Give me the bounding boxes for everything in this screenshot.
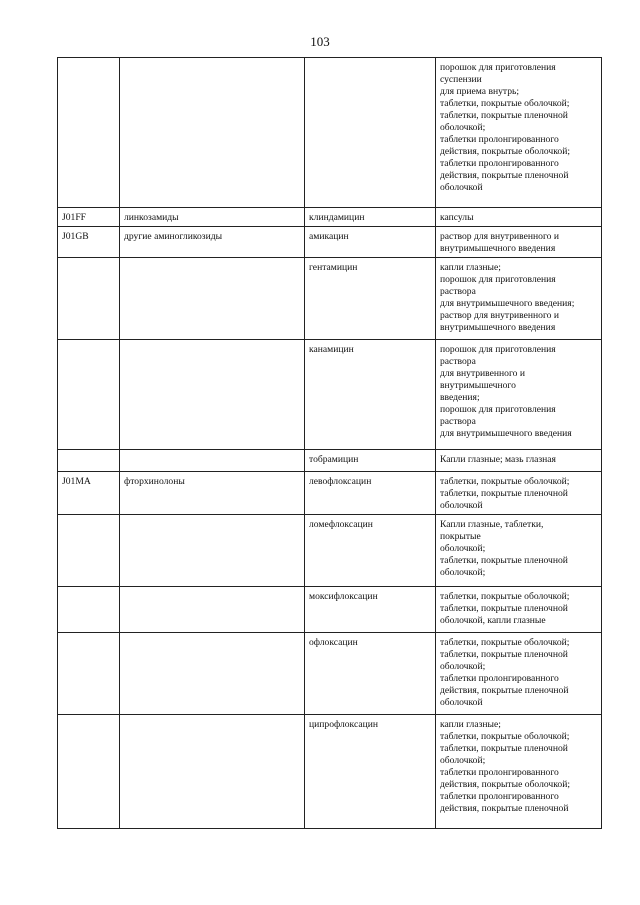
dosage-form-line: таблетки, покрытые пленочной — [440, 110, 568, 121]
group-name-cell — [120, 472, 305, 515]
drug-name-cell — [305, 472, 436, 515]
dosage-form-line: таблетки, покрытые оболочкой; — [440, 731, 570, 742]
table-row — [58, 227, 602, 258]
drug-name-cell — [305, 515, 436, 587]
atc-code-text: J01GB — [62, 231, 89, 242]
dosage-form-line: порошок для приготовления — [440, 62, 556, 73]
group-name-text — [120, 340, 304, 346]
table-row — [58, 208, 602, 227]
drug-name-text: клиндамицин — [309, 212, 365, 223]
dosage-form-line: введения; — [440, 392, 480, 403]
table-row — [58, 472, 602, 515]
atc-code-cell — [58, 515, 120, 587]
dosage-form-line: таблетки, покрытые оболочкой; — [440, 476, 570, 487]
atc-code-cell — [58, 472, 120, 515]
drug-name-text: моксифлоксацин — [309, 591, 378, 602]
group-name-text — [120, 715, 304, 721]
dosage-form-cell — [436, 587, 602, 633]
dosage-form-cell — [436, 58, 602, 208]
drug-name-text: ломефлоксацин — [309, 519, 373, 530]
group-name-text — [120, 450, 304, 456]
drug-name-cell — [305, 587, 436, 633]
dosage-form-line: таблетки, покрытые пленочной — [440, 488, 568, 499]
dosage-form-line: внутримышечного введения — [440, 322, 556, 333]
dosage-form-line: раствора — [440, 416, 476, 427]
atc-code-cell — [58, 340, 120, 450]
table-row — [58, 633, 602, 715]
dosage-form-line: порошок для приготовления — [440, 404, 556, 415]
dosage-form-line: внутримышечного введения — [440, 243, 556, 254]
table-row — [58, 58, 602, 208]
dosage-form-line: для внутримышечного введения — [440, 428, 572, 439]
dosage-form-line: таблетки, покрытые оболочкой; — [440, 591, 570, 602]
dosage-form-cell — [436, 633, 602, 715]
dosage-form-line: таблетки, покрытые оболочкой; — [440, 98, 570, 109]
group-name-cell — [120, 58, 305, 208]
dosage-form-line: раствор для внутривенного и — [440, 231, 559, 242]
dosage-form-line: таблетки пролонгированного — [440, 134, 559, 145]
atc-code-cell — [58, 633, 120, 715]
group-name-cell — [120, 258, 305, 340]
dosage-form-line: действия, покрытые пленочной — [440, 685, 569, 696]
atc-code-text — [58, 715, 119, 721]
dosage-form-line: таблетки, покрытые оболочкой; — [440, 637, 570, 648]
dosage-form-line: покрытые — [440, 531, 481, 542]
dosage-form-line: порошок для приготовления — [440, 344, 556, 355]
dosage-form-line: для приема внутрь; — [440, 86, 520, 97]
dosage-form-line: раствора — [440, 356, 476, 367]
atc-code-text: J01FF — [62, 212, 86, 223]
dosage-form-line: таблетки пролонгированного — [440, 673, 559, 684]
dosage-form-line: оболочкой; — [440, 543, 486, 554]
drug-name-cell — [305, 715, 436, 829]
table-row — [58, 450, 602, 472]
table-row — [58, 258, 602, 340]
drug-name-cell — [305, 58, 436, 208]
dosage-form-cell — [436, 450, 602, 472]
dosage-form-line: действия, покрытые оболочкой; — [440, 146, 571, 157]
dosage-form-line: оболочкой; — [440, 661, 486, 672]
atc-code-cell — [58, 227, 120, 258]
drug-name-text: амикацин — [309, 231, 349, 242]
dosage-form-line: оболочкой — [440, 697, 483, 708]
group-name-cell — [120, 715, 305, 829]
drug-name-text: офлоксацин — [309, 637, 358, 648]
drug-name-text: гентамицин — [309, 262, 358, 273]
atc-code-cell — [58, 208, 120, 227]
dosage-form-line: порошок для приготовления — [440, 274, 556, 285]
atc-code-cell — [58, 258, 120, 340]
dosage-form-cell — [436, 715, 602, 829]
atc-code-cell — [58, 58, 120, 208]
dosage-form-line: Капли глазные; мазь глазная — [440, 454, 556, 465]
drug-name-text — [305, 58, 435, 64]
drug-name-text: канамицин — [309, 344, 354, 355]
dosage-form-line: таблетки, покрытые пленочной — [440, 743, 568, 754]
group-name-cell — [120, 340, 305, 450]
dosage-form-line: Капли глазные, таблетки, — [440, 519, 544, 530]
atc-code-text — [58, 340, 119, 346]
group-name-text: фторхинолоны — [124, 476, 185, 487]
group-name-cell — [120, 227, 305, 258]
group-name-cell — [120, 450, 305, 472]
atc-code-text — [58, 633, 119, 639]
dosage-form-line: таблетки, покрытые пленочной — [440, 649, 568, 660]
atc-code-text — [58, 515, 119, 521]
atc-code-cell — [58, 715, 120, 829]
group-name-text — [120, 633, 304, 639]
group-name-text — [120, 258, 304, 264]
dosage-form-line: оболочкой; — [440, 755, 486, 766]
drug-name-text: левофлоксацин — [309, 476, 372, 487]
dosage-form-line: таблетки, покрытые пленочной — [440, 603, 568, 614]
group-name-text: другие аминогликозиды — [124, 231, 223, 242]
dosage-form-line: капли глазные; — [440, 719, 501, 730]
dosage-form-line: таблетки пролонгированного — [440, 791, 559, 802]
atc-code-text — [58, 258, 119, 264]
group-name-cell — [120, 208, 305, 227]
atc-code-cell — [58, 587, 120, 633]
dosage-form-line: таблетки пролонгированного — [440, 158, 559, 169]
group-name-cell — [120, 633, 305, 715]
dosage-form-line: капсулы — [440, 212, 474, 223]
dosage-form-line: раствора — [440, 286, 476, 297]
atc-code-text — [58, 587, 119, 593]
group-name-text — [120, 587, 304, 593]
dosage-form-line: оболочкой; — [440, 567, 486, 578]
atc-code-text — [58, 58, 119, 64]
dosage-form-line: оболочкой; — [440, 122, 486, 133]
drug-name-text: ципрофлоксацин — [309, 719, 379, 730]
group-name-cell — [120, 587, 305, 633]
table-row — [58, 715, 602, 829]
dosage-form-line: действия, покрытые пленочной — [440, 803, 569, 814]
dosage-form-line: оболочкой — [440, 500, 483, 511]
drug-table — [57, 57, 602, 829]
table-row — [58, 340, 602, 450]
atc-code-text: J01MA — [62, 476, 91, 487]
dosage-form-line: для внутримышечного введения; — [440, 298, 575, 309]
atc-code-cell — [58, 450, 120, 472]
atc-code-text — [58, 450, 119, 456]
dosage-form-line: оболочкой — [440, 182, 483, 193]
group-name-text — [120, 58, 304, 64]
table-row — [58, 515, 602, 587]
dosage-form-line: раствор для внутривенного и — [440, 310, 559, 321]
group-name-text — [120, 515, 304, 521]
dosage-form-line: таблетки, покрытые пленочной — [440, 555, 568, 566]
drug-name-cell — [305, 450, 436, 472]
drug-name-cell — [305, 633, 436, 715]
group-name-cell — [120, 515, 305, 587]
dosage-form-cell — [436, 227, 602, 258]
drug-name-cell — [305, 340, 436, 450]
dosage-form-cell — [436, 208, 602, 227]
dosage-form-line: для внутривенного и — [440, 368, 526, 379]
drug-name-cell — [305, 227, 436, 258]
page-number: 103 — [310, 34, 330, 49]
dosage-form-line: действия, покрытые пленочной — [440, 170, 569, 181]
table-row — [58, 587, 602, 633]
group-name-text: линкозамиды — [124, 212, 179, 223]
dosage-form-cell — [436, 340, 602, 450]
dosage-form-cell — [436, 472, 602, 515]
dosage-form-line: оболочкой, капли глазные — [440, 615, 546, 626]
dosage-form-line: действия, покрытые оболочкой; — [440, 779, 571, 790]
dosage-form-line: таблетки пролонгированного — [440, 767, 559, 778]
drug-name-text: тобрамицин — [309, 454, 359, 465]
drug-name-cell — [305, 208, 436, 227]
dosage-form-line: суспензии — [440, 74, 482, 85]
dosage-form-line: капли глазные; — [440, 262, 501, 273]
dosage-form-cell — [436, 258, 602, 340]
dosage-form-line: внутримышечного — [440, 380, 516, 391]
dosage-form-cell — [436, 515, 602, 587]
drug-name-cell — [305, 258, 436, 340]
